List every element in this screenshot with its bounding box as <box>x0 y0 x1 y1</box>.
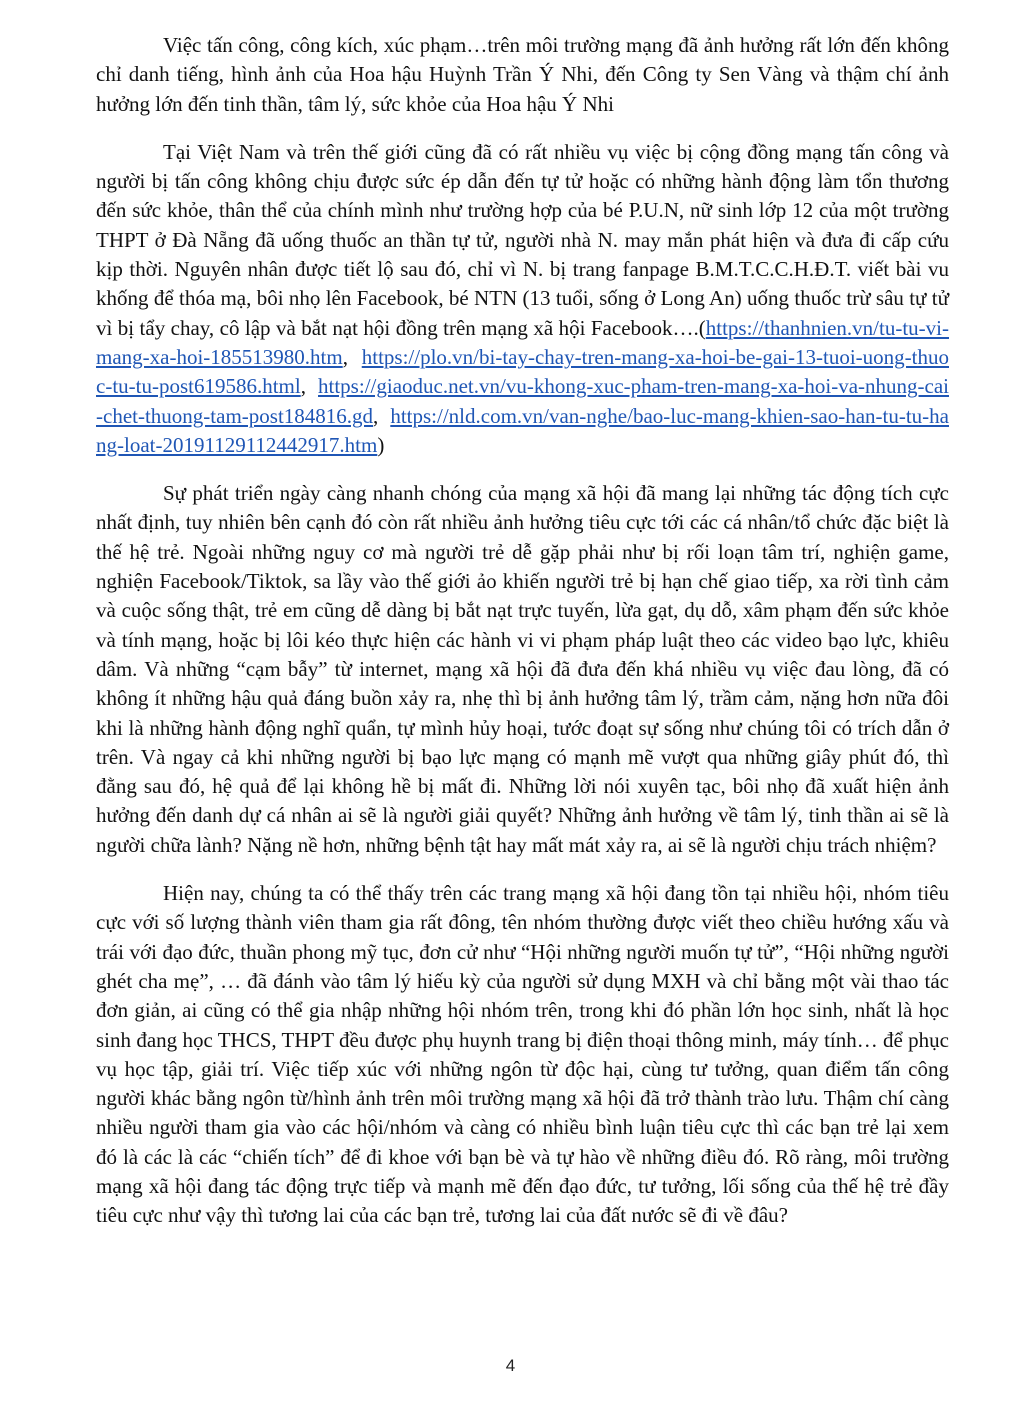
paragraph-3: Sự phát triển ngày càng nhanh chóng của mạng xã hội đã mang lại những tác động tích cực nhất định, tuy nhiên bên cạnh đó còn rất nhiều ảnh hưởng tiêu cực tới các cá nhân/tổ chức đặc biệt là thế hệ trẻ. Ngoài những nguy cơ mà người trẻ dễ gặp phải như bị rối loạn tâm trí, nghiện game, nghiện Facebook/Tiktok, sa lầy vào thế giới ảo khiến người trẻ bị hạn chế giao tiếp, xa rời tình cảm và cuộc sống thật, trẻ em cũng dễ dàng bị bắt nạt trực tuyến, lừa gạt, dụ dỗ, xâm phạm đến sức khỏe và tính mạng, hoặc bị lôi kéo thực hiện các hành vi vi phạm pháp luật theo các video bạo lực, khiêu dâm. Và những “cạm bẫy” từ internet, mạng xã hội đã đưa đến khá nhiều vụ việc đau lòng, đã có không ít những hậu quả đáng buồn xảy ra, nhẹ thì bị ảnh hưởng tâm lý, trầm cảm, nặng hơn nữa đôi khi là những hành động nghĩ quẩn, tự mình hủy hoại, tước đoạt sự sống như chúng tôi có trích dẫn ở trên. Và ngay cả khi những người bị bạo lực mạng có mạnh mẽ vượt qua những giây phút đó, thì đằng sau đó, hệ quả để lại không hề bị mất đi. Những lời nói xuyên tạc, bôi nhọ đã xuất hiện ảnh hưởng đến danh dự cá nhân ai sẽ là người giải quyết? Những ảnh hưởng về tâm lý, tinh thần ai sẽ là người chữa lành? Nặng nề hơn, những bệnh tật hay mất mát xảy ra, ai sẽ là người chịu trách nhiệm? <box>96 481 949 857</box>
page-body <box>96 31 949 1250</box>
closing-parenthesis: ) <box>377 432 385 457</box>
page-number: 4 <box>505 1356 516 1375</box>
link-separator: , <box>300 374 319 399</box>
paragraph-1: Việc tấn công, công kích, xúc phạm…trên môi trường mạng đã ảnh hưởng rất lớn đến không chỉ danh tiếng, hình ảnh của Hoa hậu Huỳnh Trần Ý Nhi, đến Công ty Sen Vàng và thậm chí ảnh hưởng lớn đến tinh thần, tâm lý, sức khỏe của Hoa hậu Ý Nhi <box>96 33 949 116</box>
paragraph-4: Hiện nay, chúng ta có thể thấy trên các trang mạng xã hội đang tồn tại nhiều hội, nhóm tiêu cực với số lượng thành viên tham gia rất đông, tên nhóm thường được viết theo chiều hướng xấu và trái với đạo đức, thuần phong mỹ tục, đơn cử như “Hội những người muốn tự tử”, “Hội những người ghét cha mẹ”, … đã đánh vào tâm lý hiếu kỳ của người sử dụng MXH và chỉ bằng một vài thao tác đơn giản, ai cũng có thể gia nhập những hội nhóm trên, trong khi đó phần lớn học sinh, nhất là học sinh đang học THCS, THPT đều được phụ huynh trang bị điện thoại thông minh, máy tính… để phục vụ học tập, giải trí. Việc tiếp xúc với những ngôn từ độc hại, cùng tư tưởng, quan điểm tấn công người khác bằng ngôn từ/hình ảnh trên môi trường mạng xã hội đã trở thành trào lưu. Thậm chí càng nhiều người tham gia vào các hội/nhóm và càng có nhiều bình luận tiêu cực thì các bạn trẻ lại xem đó là các là các “chiến tích” để đi khoe với bạn bè và tự hào về những điều đó. Rõ ràng, môi trường mạng xã hội đang tác động trực tiếp và mạnh mẽ đến đạo đức, tư tưởng, lối sống của thế hệ trẻ đầy tiêu cực như vậy thì tương lai của các bạn trẻ, tương lai của đất nước sẽ đi về đâu? <box>96 881 949 1228</box>
link-giaoduc[interactable]: https://giaoduc.net.vn/vu-khong-xuc-pham-tren-mang-xa-hoi-va-nhung-cai-chet-thuong-tam-post184816.gd <box>96 374 949 428</box>
link-plo[interactable]: https://plo.vn/bi-tay-chay-tren-mang-xa-hoi-be-gai-13-tuoi-uong-thuoc-tu-tu-post619586.html <box>96 344 949 399</box>
paragraph-2 <box>96 138 949 460</box>
link-nld[interactable]: https://nld.com.vn/van-nghe/bao-luc-mang-khien-sao-han-tu-tu-hang-loat-20191129112442917.htm <box>96 403 949 457</box>
paragraph-2-text: Tại Việt Nam và trên thế giới cũng đã có rất nhiều vụ việc bị cộng đồng mạng tấn công và người bị tấn công không chịu được sức ép dẫn đến tự tử hoặc có những hành động làm tổn thương đến sức khỏe, thân thể của chính mình như trường hợp của bé P.U.N, nữ sinh lớp 12 của một trường THPT ở Đà Nẵng đã uống thuốc an thần tự tử, người nhà N. may mắn phát hiện và đưa đi cấp cứu kịp thời. Nguyên nhân được tiết lộ sau đó, chỉ vì N. bị trang fanpage B.M.T.C.C.H.Đ.T. viết bài vu khống để thóa mạ, bôi nhọ lên Facebook, bé NTN (13 tuổi, sống ở Long An) uống thuốc trừ sâu tự tử vì bị tẩy chay, cô lập và bắt nạt hội đồng trên mạng xã hội Facebook….( <box>96 139 949 340</box>
link-separator: , <box>373 403 391 428</box>
link-thanhnien[interactable]: https://thanhnien.vn/tu-tu-vi-mang-xa-hoi-185513980.htm <box>96 315 949 369</box>
link-separator: , <box>342 344 362 369</box>
